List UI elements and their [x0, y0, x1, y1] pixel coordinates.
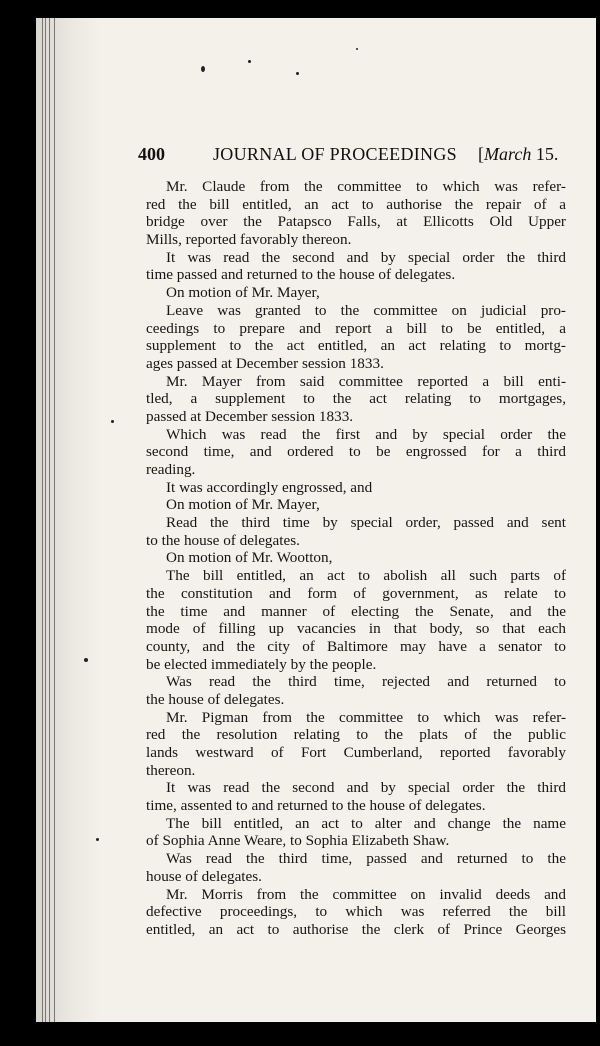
text-line: thereon. — [146, 761, 196, 779]
text-line: Mr. Claude from the committee to which was refer- — [166, 178, 566, 195]
text-line: defective proceedings, to which was referred the bill — [146, 903, 566, 921]
text-line: entitled, an act to authorise the clerk of Prince Georges — [146, 920, 566, 938]
text-line: red the resolution relating to the plats of the public — [146, 726, 566, 744]
gutter-line — [42, 18, 43, 1022]
text-line: Which was read the first and by special order the — [166, 425, 566, 443]
text-line: reading. — [146, 461, 196, 478]
text-line: ages passed at December session 1833. — [146, 354, 384, 372]
text-line: The bill entitled, an act to abolish all such parts of — [166, 567, 566, 585]
text-line: ceedings to prepare and report a bill to be entitled, a — [146, 319, 566, 337]
text-line: It was read the second and by special order the third — [166, 779, 566, 797]
running-title: JOURNAL OF PROCEEDINGS — [213, 144, 457, 164]
text-line: of Sophia Anne Weare, to Sophia Elizabeth Shaw. — [146, 832, 450, 850]
text-line: red the bill entitled, an act to authorise the repair of a — [146, 195, 566, 213]
text-line: Mills, reported favorably thereon. — [146, 231, 352, 249]
ink-speck — [248, 60, 251, 63]
text-line: Mr. Pigman from the committee to which was refer- — [166, 708, 566, 726]
text-line: mode of filling up vacancies in that body, so that each — [146, 620, 566, 638]
text-line: the time and manner of electing the Senate, and the — [146, 602, 566, 620]
gutter-line — [54, 18, 55, 1022]
text-line: county, and the city of Baltimore may have a senator to — [146, 637, 566, 655]
scanned-page — [36, 18, 596, 1022]
date-day: 15. — [535, 144, 559, 164]
text-line: the house of delegates. — [146, 690, 285, 708]
gutter-line — [45, 18, 46, 1022]
text-line: the constitution and form of government, as relate to — [146, 584, 566, 602]
text-line: Mr. Morris from the committee on invalid deeds and — [166, 885, 566, 903]
page-number: 400 — [138, 144, 165, 164]
ink-speck — [356, 48, 358, 50]
text-line: It was read the second and by special order the third — [166, 248, 566, 266]
text-line: second time, and ordered to be engrossed for a third — [146, 443, 566, 461]
text-line: supplement to the act entitled, an act relating to mortg- — [146, 337, 566, 355]
text-line: time, assented to and returned to the house of delegates. — [146, 797, 486, 815]
text-line: tled, a supplement to the act relating to mortgages, — [146, 390, 566, 408]
date-month: March — [484, 144, 532, 164]
journal-body — [146, 178, 566, 939]
ink-speck — [201, 66, 205, 72]
header-date — [478, 144, 558, 165]
text-line: house of delegates. — [146, 867, 262, 885]
text-line: Was read the third time, passed and returned to the — [166, 850, 566, 868]
text-line: be elected immediately by the people. — [146, 655, 377, 673]
ink-speck — [84, 658, 88, 662]
text-line: lands westward of Fort Cumberland, reported favorably — [146, 744, 566, 761]
text-line: Leave was granted to the committee on judicial pro- — [166, 301, 566, 319]
ink-speck — [296, 72, 299, 75]
text-line: The bill entitled, an act to alter and change the name — [166, 814, 566, 832]
ink-speck — [96, 838, 99, 841]
text-line: Mr. Mayer from said committee reported a bill enti- — [166, 372, 566, 390]
text-line: On motion of Mr. Wootton, — [166, 549, 333, 567]
text-line: Was read the third time, rejected and returned to — [166, 673, 566, 691]
date-bracket: [ — [478, 144, 484, 164]
text-line: On motion of Mr. Mayer, — [166, 496, 320, 514]
text-line: passed at December session 1833. — [146, 407, 354, 425]
ink-speck — [111, 420, 114, 423]
text-line: time passed and returned to the house of delegates. — [146, 266, 456, 284]
text-line: Read the third time by special order, passed and sent — [166, 514, 566, 532]
text-line: It was accordingly engrossed, and — [166, 478, 373, 496]
text-line: to the house of delegates. — [146, 531, 300, 549]
binding-gutter — [36, 18, 100, 1022]
gutter-line — [49, 18, 50, 1022]
page-header — [138, 144, 568, 170]
text-line: On motion of Mr. Mayer, — [166, 284, 320, 302]
text-line: bridge over the Patapsco Falls, at Ellicotts Old Upper — [146, 213, 566, 231]
